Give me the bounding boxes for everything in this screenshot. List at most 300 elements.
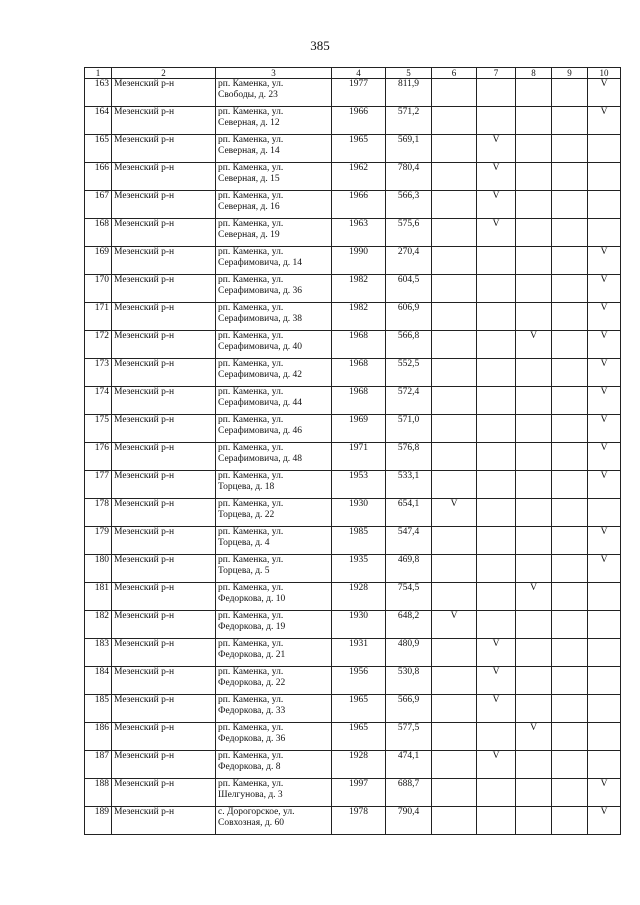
mark-cell-col8 (516, 471, 552, 499)
address-line-1: рп. Каменка, ул. (218, 247, 284, 257)
address-line-2: Серафимовича, д. 36 (218, 286, 303, 296)
mark-cell-col10: V (588, 555, 621, 583)
year-built-cell: 1956 (332, 667, 386, 695)
address-line-2: Серафимовича, д. 40 (218, 342, 303, 352)
row-number-cell: 172 (85, 331, 112, 359)
row-number-cell: 184 (85, 667, 112, 695)
mark-cell-col8: V (516, 583, 552, 611)
column-header: 7 (477, 68, 516, 79)
table-row (85, 415, 621, 443)
column-header: 4 (332, 68, 386, 79)
mark-cell-col6 (432, 443, 477, 471)
address-cell (216, 611, 332, 639)
district-cell: Мезенский р-н (112, 527, 216, 555)
table-row (85, 79, 621, 107)
row-number-cell: 163 (85, 79, 112, 107)
area-cell: 780,4 (386, 163, 432, 191)
table-row (85, 219, 621, 247)
mark-cell-col9 (552, 667, 588, 695)
table-row (85, 443, 621, 471)
address-cell (216, 443, 332, 471)
year-built-cell: 1968 (332, 387, 386, 415)
district-cell: Мезенский р-н (112, 751, 216, 779)
mark-cell-col8 (516, 247, 552, 275)
mark-cell-col6 (432, 275, 477, 303)
mark-cell-col6: V (432, 499, 477, 527)
row-number-cell: 174 (85, 387, 112, 415)
mark-cell-col8 (516, 107, 552, 135)
address-line-1: рп. Каменка, ул. (218, 471, 284, 481)
area-cell: 474,1 (386, 751, 432, 779)
mark-cell-col7 (477, 499, 516, 527)
mark-cell-col7 (477, 807, 516, 835)
table-row (85, 275, 621, 303)
mark-cell-col6 (432, 751, 477, 779)
mark-cell-col10 (588, 135, 621, 163)
column-header: 1 (85, 68, 112, 79)
area-cell: 575,6 (386, 219, 432, 247)
area-cell: 547,4 (386, 527, 432, 555)
mark-cell-col6 (432, 807, 477, 835)
row-number-cell: 171 (85, 303, 112, 331)
mark-cell-col7: V (477, 639, 516, 667)
year-built-cell: 1971 (332, 443, 386, 471)
table-body (85, 79, 621, 835)
mark-cell-col8 (516, 219, 552, 247)
year-built-cell: 1953 (332, 471, 386, 499)
address-line-2: Северная, д. 12 (218, 118, 280, 128)
district-cell: Мезенский р-н (112, 359, 216, 387)
year-built-cell: 1965 (332, 723, 386, 751)
address-line-1: рп. Каменка, ул. (218, 331, 284, 341)
area-cell: 811,9 (386, 79, 432, 107)
address-line-1: рп. Каменка, ул. (218, 639, 284, 649)
mark-cell-col9 (552, 499, 588, 527)
row-number-cell: 168 (85, 219, 112, 247)
district-cell: Мезенский р-н (112, 163, 216, 191)
row-number-cell: 175 (85, 415, 112, 443)
address-cell (216, 779, 332, 807)
mark-cell-col7 (477, 583, 516, 611)
district-cell: Мезенский р-н (112, 639, 216, 667)
mark-cell-col8 (516, 387, 552, 415)
year-built-cell: 1982 (332, 275, 386, 303)
address-line-2: Федоркова, д. 21 (218, 650, 286, 660)
mark-cell-col9 (552, 723, 588, 751)
address-line-1: рп. Каменка, ул. (218, 387, 284, 397)
table-row (85, 695, 621, 723)
area-cell: 688,7 (386, 779, 432, 807)
address-cell (216, 247, 332, 275)
mark-cell-col7 (477, 303, 516, 331)
mark-cell-col10: V (588, 471, 621, 499)
address-line-1: рп. Каменка, ул. (218, 415, 284, 425)
table-row (85, 583, 621, 611)
table-row (85, 247, 621, 275)
address-line-2: Торцева, д. 22 (218, 510, 275, 520)
mark-cell-col8 (516, 135, 552, 163)
address-line-2: Федоркова, д. 22 (218, 678, 286, 688)
mark-cell-col10 (588, 163, 621, 191)
mark-cell-col7: V (477, 751, 516, 779)
address-line-2: Торцева, д. 18 (218, 482, 275, 492)
mark-cell-col7 (477, 443, 516, 471)
mark-cell-col10 (588, 191, 621, 219)
district-cell: Мезенский р-н (112, 107, 216, 135)
mark-cell-col7 (477, 471, 516, 499)
mark-cell-col7 (477, 387, 516, 415)
mark-cell-col10 (588, 751, 621, 779)
table-row (85, 723, 621, 751)
mark-cell-col7 (477, 415, 516, 443)
address-line-2: Северная, д. 14 (218, 146, 280, 156)
mark-cell-col9 (552, 751, 588, 779)
address-line-1: рп. Каменка, ул. (218, 723, 284, 733)
mark-cell-col6 (432, 107, 477, 135)
year-built-cell: 1990 (332, 247, 386, 275)
mark-cell-col10: V (588, 807, 621, 835)
district-cell: Мезенский р-н (112, 387, 216, 415)
mark-cell-col6 (432, 415, 477, 443)
address-cell (216, 499, 332, 527)
mark-cell-col10: V (588, 275, 621, 303)
mark-cell-col8 (516, 191, 552, 219)
row-number-cell: 181 (85, 583, 112, 611)
column-header: 10 (588, 68, 621, 79)
district-cell: Мезенский р-н (112, 219, 216, 247)
address-line-1: рп. Каменка, ул. (218, 359, 284, 369)
mark-cell-col6 (432, 219, 477, 247)
row-number-cell: 167 (85, 191, 112, 219)
district-cell: Мезенский р-н (112, 191, 216, 219)
area-cell: 606,9 (386, 303, 432, 331)
mark-cell-col7 (477, 79, 516, 107)
mark-cell-col9 (552, 555, 588, 583)
table-row (85, 807, 621, 835)
table-row (85, 499, 621, 527)
mark-cell-col10: V (588, 247, 621, 275)
table-row (85, 751, 621, 779)
area-cell: 566,3 (386, 191, 432, 219)
mark-cell-col9 (552, 527, 588, 555)
mark-cell-col6 (432, 583, 477, 611)
year-built-cell: 1930 (332, 611, 386, 639)
page-number: 385 (310, 38, 330, 53)
mark-cell-col10 (588, 667, 621, 695)
row-number-cell: 170 (85, 275, 112, 303)
address-line-2: Шелгунова, д. 3 (218, 790, 283, 800)
year-built-cell: 1997 (332, 779, 386, 807)
table-row (85, 639, 621, 667)
mark-cell-col8 (516, 79, 552, 107)
table-header (85, 68, 621, 79)
address-cell (216, 191, 332, 219)
address-line-2: Серафимовича, д. 38 (218, 314, 303, 324)
table-row (85, 387, 621, 415)
row-number-cell: 166 (85, 163, 112, 191)
mark-cell-col9 (552, 191, 588, 219)
mark-cell-col9 (552, 331, 588, 359)
address-cell (216, 387, 332, 415)
mark-cell-col9 (552, 807, 588, 835)
mark-cell-col9 (552, 359, 588, 387)
mark-cell-col10 (588, 583, 621, 611)
mark-cell-col8: V (516, 331, 552, 359)
address-line-2: Серафимовича, д. 48 (218, 454, 303, 464)
address-line-1: рп. Каменка, ул. (218, 275, 284, 285)
table-row (85, 667, 621, 695)
mark-cell-col7: V (477, 219, 516, 247)
mark-cell-col9 (552, 695, 588, 723)
address-line-1: рп. Каменка, ул. (218, 219, 284, 229)
mark-cell-col10: V (588, 779, 621, 807)
mark-cell-col6 (432, 667, 477, 695)
mark-cell-col8 (516, 443, 552, 471)
mark-cell-col6 (432, 79, 477, 107)
mark-cell-col7: V (477, 695, 516, 723)
address-cell (216, 527, 332, 555)
address-cell (216, 667, 332, 695)
mark-cell-col6 (432, 191, 477, 219)
year-built-cell: 1982 (332, 303, 386, 331)
mark-cell-col9 (552, 275, 588, 303)
mark-cell-col8 (516, 275, 552, 303)
row-number-cell: 188 (85, 779, 112, 807)
mark-cell-col7 (477, 527, 516, 555)
mark-cell-col9 (552, 443, 588, 471)
address-line-2: Северная, д. 15 (218, 174, 280, 184)
mark-cell-col6 (432, 247, 477, 275)
address-line-2: Федоркова, д. 19 (218, 622, 286, 632)
year-built-cell: 1966 (332, 191, 386, 219)
mark-cell-col6 (432, 639, 477, 667)
mark-cell-col6 (432, 555, 477, 583)
area-cell: 790,4 (386, 807, 432, 835)
mark-cell-col7: V (477, 135, 516, 163)
mark-cell-col10 (588, 219, 621, 247)
district-cell: Мезенский р-н (112, 331, 216, 359)
mark-cell-col8 (516, 359, 552, 387)
district-cell: Мезенский р-н (112, 499, 216, 527)
column-header: 8 (516, 68, 552, 79)
address-line-2: Федоркова, д. 10 (218, 594, 286, 604)
mark-cell-col9 (552, 135, 588, 163)
mark-cell-col6 (432, 779, 477, 807)
row-number-cell: 179 (85, 527, 112, 555)
address-line-2: Северная, д. 19 (218, 230, 280, 240)
year-built-cell: 1965 (332, 135, 386, 163)
mark-cell-col8 (516, 695, 552, 723)
address-cell (216, 135, 332, 163)
address-cell (216, 107, 332, 135)
district-cell: Мезенский р-н (112, 247, 216, 275)
mark-cell-col9 (552, 107, 588, 135)
district-cell: Мезенский р-н (112, 807, 216, 835)
mark-cell-col8 (516, 807, 552, 835)
address-line-1: рп. Каменка, ул. (218, 163, 284, 173)
table-row (85, 135, 621, 163)
address-cell (216, 79, 332, 107)
district-cell: Мезенский р-н (112, 443, 216, 471)
row-number-cell: 164 (85, 107, 112, 135)
column-header: 2 (112, 68, 216, 79)
address-line-2: Серафимовича, д. 14 (218, 258, 303, 268)
mark-cell-col7 (477, 611, 516, 639)
mark-cell-col9 (552, 303, 588, 331)
year-built-cell: 1969 (332, 415, 386, 443)
address-line-2: Серафимовича, д. 42 (218, 370, 303, 380)
column-header: 5 (386, 68, 432, 79)
mark-cell-col10: V (588, 79, 621, 107)
area-cell: 654,1 (386, 499, 432, 527)
year-built-cell: 1968 (332, 359, 386, 387)
address-line-1: рп. Каменка, ул. (218, 107, 284, 117)
address-line-2: Торцева, д. 5 (218, 566, 270, 576)
mark-cell-col7 (477, 247, 516, 275)
mark-cell-col10: V (588, 387, 621, 415)
district-cell: Мезенский р-н (112, 471, 216, 499)
mark-cell-col8 (516, 779, 552, 807)
mark-cell-col6 (432, 387, 477, 415)
mark-cell-col7 (477, 723, 516, 751)
district-cell: Мезенский р-н (112, 695, 216, 723)
year-built-cell: 1930 (332, 499, 386, 527)
year-built-cell: 1931 (332, 639, 386, 667)
address-line-1: рп. Каменка, ул. (218, 695, 284, 705)
year-built-cell: 1962 (332, 163, 386, 191)
district-cell: Мезенский р-н (112, 555, 216, 583)
address-cell (216, 415, 332, 443)
address-cell (216, 723, 332, 751)
mark-cell-col8: V (516, 723, 552, 751)
table-row (85, 527, 621, 555)
area-cell: 571,0 (386, 415, 432, 443)
address-line-2: Торцева, д. 4 (218, 538, 270, 548)
row-number-cell: 189 (85, 807, 112, 835)
column-header: 6 (432, 68, 477, 79)
address-cell (216, 807, 332, 835)
mark-cell-col7 (477, 359, 516, 387)
mark-cell-col8 (516, 667, 552, 695)
row-number-cell: 165 (85, 135, 112, 163)
mark-cell-col8 (516, 415, 552, 443)
table-row (85, 303, 621, 331)
table-row (85, 359, 621, 387)
mark-cell-col6 (432, 527, 477, 555)
mark-cell-col9 (552, 79, 588, 107)
area-cell: 533,1 (386, 471, 432, 499)
mark-cell-col10 (588, 723, 621, 751)
mark-cell-col9 (552, 639, 588, 667)
area-cell: 572,4 (386, 387, 432, 415)
address-cell (216, 359, 332, 387)
address-cell (216, 471, 332, 499)
area-cell: 648,2 (386, 611, 432, 639)
mark-cell-col9 (552, 219, 588, 247)
address-line-1: рп. Каменка, ул. (218, 555, 284, 565)
address-line-1: рп. Каменка, ул. (218, 499, 284, 509)
year-built-cell: 1978 (332, 807, 386, 835)
mark-cell-col10 (588, 611, 621, 639)
mark-cell-col10: V (588, 331, 621, 359)
mark-cell-col8 (516, 303, 552, 331)
mark-cell-col8 (516, 611, 552, 639)
mark-cell-col9 (552, 471, 588, 499)
mark-cell-col8 (516, 639, 552, 667)
mark-cell-col10: V (588, 527, 621, 555)
column-header: 3 (216, 68, 332, 79)
address-line-2: Совхозная, д. 60 (218, 818, 284, 828)
row-number-cell: 187 (85, 751, 112, 779)
area-cell: 576,8 (386, 443, 432, 471)
row-number-cell: 173 (85, 359, 112, 387)
address-cell (216, 219, 332, 247)
year-built-cell: 1935 (332, 555, 386, 583)
mark-cell-col7 (477, 275, 516, 303)
district-cell: Мезенский р-н (112, 135, 216, 163)
area-cell: 566,8 (386, 331, 432, 359)
year-built-cell: 1928 (332, 751, 386, 779)
mark-cell-col6 (432, 163, 477, 191)
housing-register-table (84, 67, 621, 835)
mark-cell-col7: V (477, 163, 516, 191)
district-cell: Мезенский р-н (112, 79, 216, 107)
district-cell: Мезенский р-н (112, 667, 216, 695)
year-built-cell: 1928 (332, 583, 386, 611)
area-cell: 469,8 (386, 555, 432, 583)
mark-cell-col10 (588, 639, 621, 667)
mark-cell-col8 (516, 527, 552, 555)
district-cell: Мезенский р-н (112, 779, 216, 807)
year-built-cell: 1985 (332, 527, 386, 555)
row-number-cell: 177 (85, 471, 112, 499)
mark-cell-col10: V (588, 303, 621, 331)
address-cell (216, 751, 332, 779)
mark-cell-col7 (477, 331, 516, 359)
address-line-2: Федоркова, д. 8 (218, 762, 281, 772)
mark-cell-col8 (516, 163, 552, 191)
mark-cell-col8 (516, 751, 552, 779)
table-row (85, 331, 621, 359)
address-line-1: рп. Каменка, ул. (218, 611, 284, 621)
table-row (85, 471, 621, 499)
row-number-cell: 182 (85, 611, 112, 639)
address-line-2: Серафимовича, д. 44 (218, 398, 303, 408)
area-cell: 270,4 (386, 247, 432, 275)
table-row (85, 163, 621, 191)
address-line-2: Свободы, д. 23 (218, 90, 278, 100)
district-cell: Мезенский р-н (112, 275, 216, 303)
area-cell: 754,5 (386, 583, 432, 611)
year-built-cell: 1965 (332, 695, 386, 723)
mark-cell-col10 (588, 499, 621, 527)
area-cell: 569,1 (386, 135, 432, 163)
mark-cell-col9 (552, 247, 588, 275)
row-number-cell: 169 (85, 247, 112, 275)
address-line-1: рп. Каменка, ул. (218, 303, 284, 313)
address-line-1: рп. Каменка, ул. (218, 79, 284, 89)
area-cell: 480,9 (386, 639, 432, 667)
district-cell: Мезенский р-н (112, 583, 216, 611)
table-row (85, 555, 621, 583)
mark-cell-col9 (552, 387, 588, 415)
mark-cell-col6 (432, 695, 477, 723)
area-cell: 571,2 (386, 107, 432, 135)
area-cell: 577,5 (386, 723, 432, 751)
address-line-2: Северная, д. 16 (218, 202, 280, 212)
address-cell (216, 695, 332, 723)
column-number-row (85, 68, 621, 79)
